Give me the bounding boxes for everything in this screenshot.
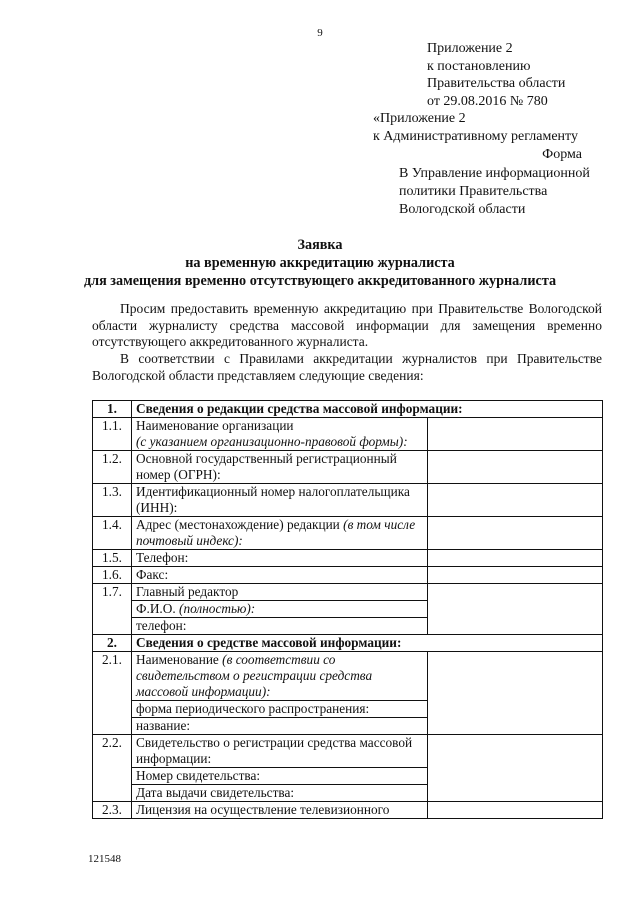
appendix2-line: к Административному регламенту [373,129,578,144]
appendix-header-2 [373,110,578,146]
appendix-header [427,40,565,110]
value-cell[interactable] [428,584,603,635]
row-number: 1.5. [93,550,132,567]
value-cell[interactable] [428,451,603,484]
table-row [93,802,603,819]
application-form-table [92,400,603,819]
row-label: форма периодического распространения: [132,701,428,718]
value-cell[interactable] [428,735,603,802]
row-label-note: (с указанием организационно-правовой формы): [136,434,408,449]
row-label [132,418,428,451]
row-label [132,601,428,618]
title-line: на временную аккредитацию журналиста [185,255,455,271]
section-title: Сведения о средстве массовой информации: [132,635,603,652]
table-row [93,635,603,652]
title-line: Заявка [297,237,343,253]
row-number: 1.4. [93,517,132,550]
document-title [0,236,640,290]
appendix-line: к постановлению [427,58,531,74]
table-row [93,451,603,484]
paragraph-info [92,351,602,384]
row-label-text: Адрес (местонахождение) редакции [136,517,340,532]
value-cell[interactable] [428,567,603,584]
addressee: В Управление информационной политики Правительства Вологодской области [399,166,590,217]
row-number: 1.7. [93,584,132,635]
table-row [93,418,603,451]
row-label: Главный редактор [132,584,428,601]
table-row [93,550,603,567]
row-label: Факс: [132,567,428,584]
row-label-text: Наименование [136,652,219,667]
row-label-note: (в соответствии со свидетельством о регистрации средства массовой информации): [136,652,373,699]
row-label-text: Ф.И.О. [136,601,176,616]
footer-code: 121548 [88,853,121,865]
appendix-line: Правительства области [427,76,566,91]
value-cell[interactable] [428,802,603,819]
value-cell[interactable] [428,517,603,550]
row-label: Номер свидетельства: [132,768,428,785]
table-row [93,584,603,601]
table-row [93,484,603,517]
row-number: 1.1. [93,418,132,451]
row-label-text: Наименование организации [136,418,294,433]
appendix2-line: «Приложение 2 [373,111,466,126]
paragraph-request [92,301,602,351]
section-title: Сведения о редакции средства массовой информации: [132,401,603,418]
row-number: 1.6. [93,567,132,584]
row-label: Идентификационный номер налогоплательщика (ИНН): [132,484,428,517]
title-line: для замещения временно отсутствующего аккредитованного журналиста [83,273,557,289]
row-label: Дата выдачи свидетельства: [132,785,428,802]
row-label: Свидетельство о регистрации средства массовой информации: [132,735,428,768]
row-label: название: [132,718,428,735]
value-cell[interactable] [428,484,603,517]
value-cell[interactable] [428,550,603,567]
table-row [93,735,603,768]
table-row [93,401,603,418]
row-label-note: (в том числе почтовый индекс): [136,517,416,548]
row-label: телефон: [132,618,428,635]
row-number: 2.1. [93,652,132,735]
row-number: 1.2. [93,451,132,484]
table-row [93,517,603,550]
row-label-note: (полностью): [179,601,256,616]
row-label: Основной государственный регистрационный номер (ОГРН): [132,451,428,484]
row-number: 2.2. [93,735,132,802]
paragraph-request-text: Просим предоставить временную аккредитацию при Правительстве Вологодской области журналисту средства массовой информации для замещения временно отсутствующего аккредитованного журналиста. [92,301,602,349]
appendix-line: от 29.08.2016 № 780 [427,93,548,109]
row-label: Телефон: [132,550,428,567]
row-number: 1. [93,401,132,418]
paragraph-info-text: В соответствии с Правилами аккредитации журналистов при Правительстве Вологодской области представляем следующие сведения: [92,351,602,383]
value-cell[interactable] [428,652,603,735]
page-number: 9 [317,27,323,39]
appendix-line: Приложение 2 [427,41,513,56]
row-label [132,652,428,701]
row-number: 2. [93,635,132,652]
table-row [93,567,603,584]
row-number: 1.3. [93,484,132,517]
row-number: 2.3. [93,802,132,819]
form-label: Форма [542,147,582,162]
table-row [93,652,603,701]
row-label [132,517,428,550]
row-label: Лицензия на осуществление телевизионного [132,802,428,819]
value-cell[interactable] [428,418,603,451]
